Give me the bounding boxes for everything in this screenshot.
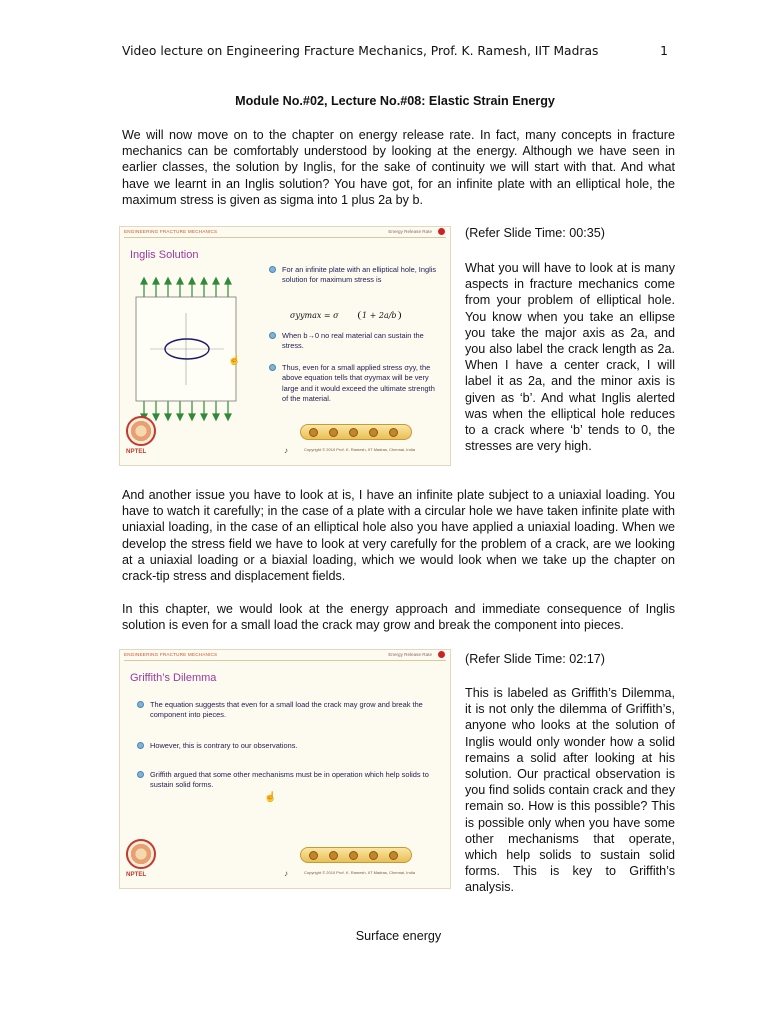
page-number: 1: [660, 44, 668, 58]
page-header: [122, 44, 668, 62]
paragraph: We will now move on to the chapter on energy release rate. In fact, many concepts in fracture mechanics can be comfortably understood by looking at the energy. Although we have seen in earlier classes, the solution by Inglis, for the sake of continuity we will start with that. And what have we learnt in an Inglis solution? You have got, for an infinite plate with an elliptical hole, the maximum stress is given as sigma into 1 plus 2a by b.: [122, 128, 675, 207]
slide-footer: [124, 416, 446, 462]
slide-bullet: [282, 331, 442, 352]
slide-section-label: Energy Release Rate: [388, 229, 432, 234]
slide-divider: [124, 660, 446, 661]
bullet-icon: [137, 701, 144, 708]
first-slide-icon[interactable]: [309, 851, 318, 860]
first-slide-icon[interactable]: [309, 428, 318, 437]
hand-cursor-icon: ☝: [228, 355, 241, 366]
bullet-text: Griffith argued that some other mechanisms must be in operation which help solids to sustain solid forms.: [150, 770, 429, 790]
nptel-logo-text: NPTEL: [126, 448, 147, 455]
header-title: Video lecture on Engineering Fracture Mechanics, Prof. K. Ramesh, IIT Madras: [122, 44, 599, 58]
slide-topbar: [120, 650, 450, 659]
bullet-icon: [137, 771, 144, 778]
paragraph: And another issue you have to look at is, I have an infinite plate subject to a uniaxial loading. You have to watch it carefully; in the case of a plate with a circular hole we have taken infinite plate with uniaxial loading, in the case of an elliptical hole also you have applied a uniaxial loading. When we develop the stress field we have to look at very carefully for the problem of a crack, are we looking at a uniaxial loading or a biaxial loading, which we would look when we take up the chapter on crack-tip stress and displacement fields.: [122, 488, 675, 584]
top-load-arrows: [141, 278, 231, 297]
last-slide-icon[interactable]: [389, 428, 398, 437]
slide-section-label: Energy Release Rate: [388, 652, 432, 657]
previous-icon[interactable]: [349, 851, 358, 860]
player-controls: [300, 847, 412, 863]
slide-course-label: ENGINEERING FRACTURE MECHANICS: [124, 652, 218, 657]
formula: [290, 303, 442, 329]
slide-bullet: [150, 770, 430, 791]
refer-slide-time: (Refer Slide Time: 02:17): [465, 652, 605, 666]
nptel-logo-text: NPTEL: [126, 871, 147, 878]
section-caption: Surface energy: [355, 929, 442, 943]
slide-topbar: [120, 227, 450, 236]
bullet-icon: [137, 742, 144, 749]
plate-diagram: [132, 275, 244, 423]
paragraph: In this chapter, we would look at the energy approach and immediate consequence of Inglis solution is even for a small load the crack may grow and break the component into pieces.: [122, 602, 675, 633]
record-icon: [438, 228, 445, 235]
record-icon: [438, 651, 445, 658]
side-paragraph: What you will have to look at is many aspects in fracture mechanics come from your problem of elliptical hole. You know when you take an ellipse you take the major axis as 2a, and you also label the crack length as 2a. When I have a center crack, I will label it as 2a, and the minor axis is given as ‘b’. And what Inglis alerted was when the elliptical hole reduces to a crack where ‘b’ tends to 0, the stresses are very high.: [465, 261, 675, 454]
rewind-icon[interactable]: [329, 428, 338, 437]
slide-inglis-solution: [119, 226, 451, 466]
slide-bullet: [150, 741, 430, 751]
next-icon[interactable]: [369, 428, 378, 437]
bullet-icon: [269, 266, 276, 273]
slide-bullet: [150, 700, 430, 721]
document-title: Module No.#02, Lecture No.#08: Elastic Strain Energy: [235, 94, 555, 108]
bullet-text: Thus, even for a small applied stress σyy, the above equation tells that σyymax will be very large and it would exceed the ultimate strength of the material.: [282, 363, 435, 404]
nptel-logo: [126, 416, 156, 446]
side-paragraph: This is labeled as Griffith’s Dilemma, it is not only the dilemma of Griffith’s, anyone who looks at the solution of Inglis would only wonder how a solid remains a solid after looking at his solution. Our practical observation is you find solids contain crack and they remain so. How is this possible? This is possible only when you have some other mechanisms that operate, which help solids to sustain solid forms. This is key to Griffith’s analysis.: [465, 686, 675, 895]
last-slide-icon[interactable]: [389, 851, 398, 860]
rewind-icon[interactable]: [329, 851, 338, 860]
slide-heading: Griffith’s Dilemma: [130, 672, 217, 684]
player-controls: [300, 424, 412, 440]
bullet-text: However, this is contrary to our observations.: [150, 741, 298, 750]
formula-lhs: σyymax = σ: [290, 311, 339, 320]
slide-griffiths-dilemma: [119, 649, 451, 889]
formula-rhs: 1 + 2a/b: [358, 311, 401, 320]
slide-copyright: Copyright © 2010 Prof. K. Ramesh, IIT Madras, Chennai, India: [304, 447, 415, 452]
speaker-icon[interactable]: ♪: [284, 869, 288, 878]
slide-footer: [124, 839, 446, 885]
bullet-icon: [269, 364, 276, 371]
nptel-logo: [126, 839, 156, 869]
next-icon[interactable]: [369, 851, 378, 860]
previous-icon[interactable]: [349, 428, 358, 437]
slide-divider: [124, 237, 446, 238]
slide-copyright: Copyright © 2010 Prof. K. Ramesh, IIT Madras, Chennai, India: [304, 870, 415, 875]
slide-heading: Inglis Solution: [130, 249, 199, 261]
bullet-text: The equation suggests that even for a small load the crack may grow and break the component into pieces.: [150, 700, 423, 720]
slide-bullet: [282, 363, 442, 405]
slide-course-label: ENGINEERING FRACTURE MECHANICS: [124, 229, 218, 234]
bullet-icon: [269, 332, 276, 339]
bullet-text: For an infinite plate with an elliptical hole, Inglis solution for maximum stress is: [282, 265, 437, 285]
refer-slide-time: (Refer Slide Time: 00:35): [465, 226, 605, 240]
hand-cursor-icon: ☝: [264, 792, 277, 803]
speaker-icon[interactable]: ♪: [284, 446, 288, 455]
bullet-text: When b→0 no real material can sustain the stress.: [282, 331, 424, 351]
slide-bullet: [282, 265, 442, 286]
